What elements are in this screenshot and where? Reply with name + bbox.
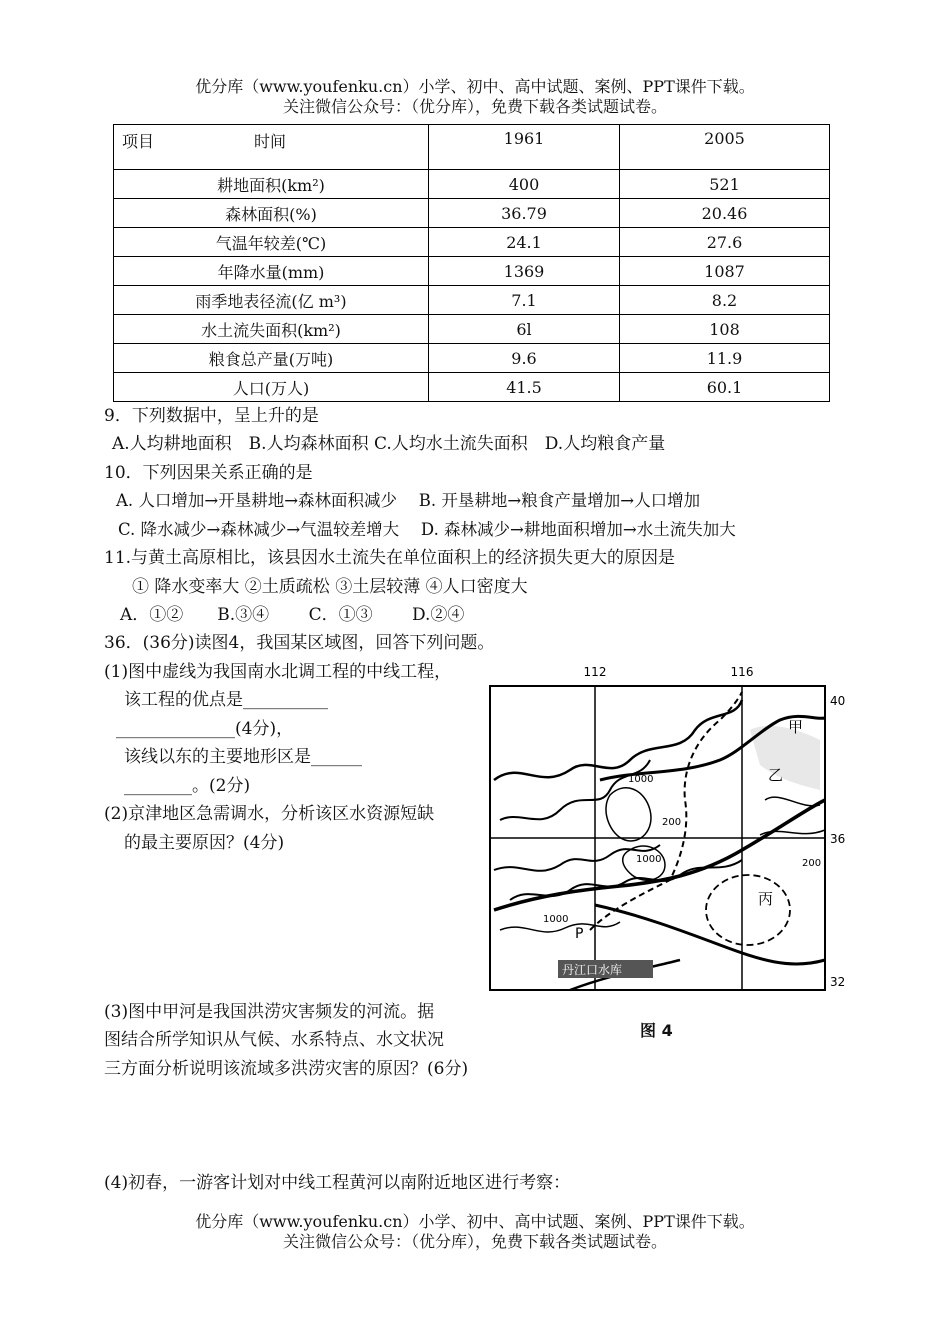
q36-p1-line5: ________。(2分): [124, 776, 251, 796]
q10-line2: C. 降水减少→森林减少→气温较差增大 D. 森林减少→耕地面积增加→水土流失加大: [118, 520, 736, 539]
lon-label-116: 116: [730, 665, 754, 679]
q36-p2-line1: (2)京津地区急需调水，分析该区水资源短缺: [104, 804, 435, 824]
header-item-time-cell: [114, 125, 429, 170]
header-line2: 关注微信公众号：（优分库），免费下载各类试题试卷。: [282, 97, 667, 116]
label-jia: 甲: [788, 718, 804, 736]
data-table: [113, 124, 830, 402]
header-time: 时间: [254, 132, 287, 151]
value-1961-cell: 1369: [429, 257, 620, 286]
table-header-row: [114, 125, 830, 170]
table-row: [114, 199, 830, 228]
q36-p1-line1: (1)图中虚线为我国南水北调工程的中线工程，: [104, 662, 452, 682]
table-row: [114, 170, 830, 199]
lat-label-36: 36: [830, 832, 846, 846]
value-1961-cell: 6l: [429, 315, 620, 344]
lon-label-112: 112: [583, 665, 607, 679]
q36-p4-line1: (4)初春，一游客计划对中线工程黄河以南附近地区进行考察：: [104, 1173, 571, 1193]
value-1961-cell: 400: [429, 170, 620, 199]
table-row: [114, 344, 830, 373]
q11-items: ① 降水变率大 ②土质疏松 ③土层较薄 ④人口密度大: [132, 577, 528, 597]
value-1961-cell: 9.6: [429, 344, 620, 373]
q9-options: A.人均耕地面积 B.人均森林面积 C.人均水土流失面积 D.人均粮食产量: [112, 434, 666, 454]
value-2005-cell: 1087: [620, 257, 830, 286]
q11-options: A．①② B.③④ C．①③ D.②④: [120, 605, 465, 625]
q36-p3-line3: 三方面分析说明该流域多洪涝灾害的原因？(6分): [104, 1059, 469, 1079]
label-p: P: [575, 926, 584, 942]
header-col-2005: 2005: [620, 125, 830, 170]
q36-p2-line2: 的最主要原因？(4分): [124, 833, 285, 853]
row-label-cell: 水土流失面积(km²): [114, 315, 429, 344]
value-2005-cell: 20.46: [620, 199, 830, 228]
reservoir-label: 丹江口水库: [562, 963, 623, 977]
table-row: [114, 373, 830, 402]
header-item: 项目: [122, 132, 155, 151]
label-bing: 丙: [758, 890, 774, 908]
value-2005-cell: 108: [620, 315, 830, 344]
table-row: [114, 315, 830, 344]
table-row: [114, 286, 830, 315]
value-2005-cell: 11.9: [620, 344, 830, 373]
lat-label-32: 32: [830, 975, 846, 989]
page-header-top: [0, 77, 950, 117]
table-row: [114, 257, 830, 286]
value-2005-cell: 27.6: [620, 228, 830, 257]
q36-stem: 36．(36分)读图4，我国某区域图，回答下列问题。: [104, 633, 495, 653]
footer-line1: 优分库（www.youfenku.cn）小学、初中、高中试题、案例、PPT课件下载。: [195, 1212, 755, 1231]
contour-label-200a: 200: [662, 817, 682, 828]
contour-label-1000a: 1000: [628, 774, 654, 785]
header-line1: 优分库（www.youfenku.cn）小学、初中、高中试题、案例、PPT课件下载。: [195, 77, 755, 96]
value-1961-cell: 36.79: [429, 199, 620, 228]
value-2005-cell: 60.1: [620, 373, 830, 402]
value-1961-cell: 7.1: [429, 286, 620, 315]
table-row: [114, 228, 830, 257]
row-label-cell: 人口(万人): [114, 373, 429, 402]
contour-label-200b: 200: [802, 858, 822, 869]
row-label-cell: 气温年较差(℃): [114, 228, 429, 257]
row-label-cell: 森林面积(%): [114, 199, 429, 228]
value-1961-cell: 41.5: [429, 373, 620, 402]
contour-label-1000c: 1000: [543, 914, 569, 925]
q36-p3-line1: (3)图中甲河是我国洪涝灾害频发的河流。据: [104, 1002, 435, 1022]
q10-stem: 10．下列因果关系正确的是: [104, 463, 313, 483]
footer-line2: 关注微信公众号：（优分库），免费下载各类试题试卷。: [282, 1232, 667, 1251]
region-map: [480, 660, 850, 1050]
value-2005-cell: 521: [620, 170, 830, 199]
q36-p3-line2: 图结合所学知识从气候、水系特点、水文状况: [104, 1030, 444, 1050]
page-header-bottom: [0, 1212, 950, 1252]
row-label-cell: 耕地面积(km²): [114, 170, 429, 199]
value-2005-cell: 8.2: [620, 286, 830, 315]
lat-label-40: 40: [830, 694, 846, 708]
q36-p1-line4: 该线以东的主要地形区是______: [124, 747, 362, 767]
contour-label-1000b: 1000: [636, 854, 662, 865]
q36-p1-line2: 该工程的优点是__________: [124, 690, 328, 710]
row-label-cell: 雨季地表径流(亿 m³): [114, 286, 429, 315]
row-label-cell: 粮食总产量(万吨): [114, 344, 429, 373]
label-yi: 乙: [768, 766, 784, 784]
q11-stem: 11.与黄土高原相比，该县因水土流失在单位面积上的经济损失更大的原因是: [104, 548, 676, 568]
q9-stem: 9．下列数据中，呈上升的是: [104, 406, 319, 426]
row-label-cell: 年降水量(mm): [114, 257, 429, 286]
q36-p1-line3: ______________(4分)，: [116, 719, 294, 739]
header-col-1961: 1961: [429, 125, 620, 170]
q10-line1: A. 人口增加→开垦耕地→森林面积减少 B. 开垦耕地→粮食产量增加→人口增加: [116, 491, 701, 510]
value-1961-cell: 24.1: [429, 228, 620, 257]
map-caption: 图 4: [640, 1021, 673, 1040]
